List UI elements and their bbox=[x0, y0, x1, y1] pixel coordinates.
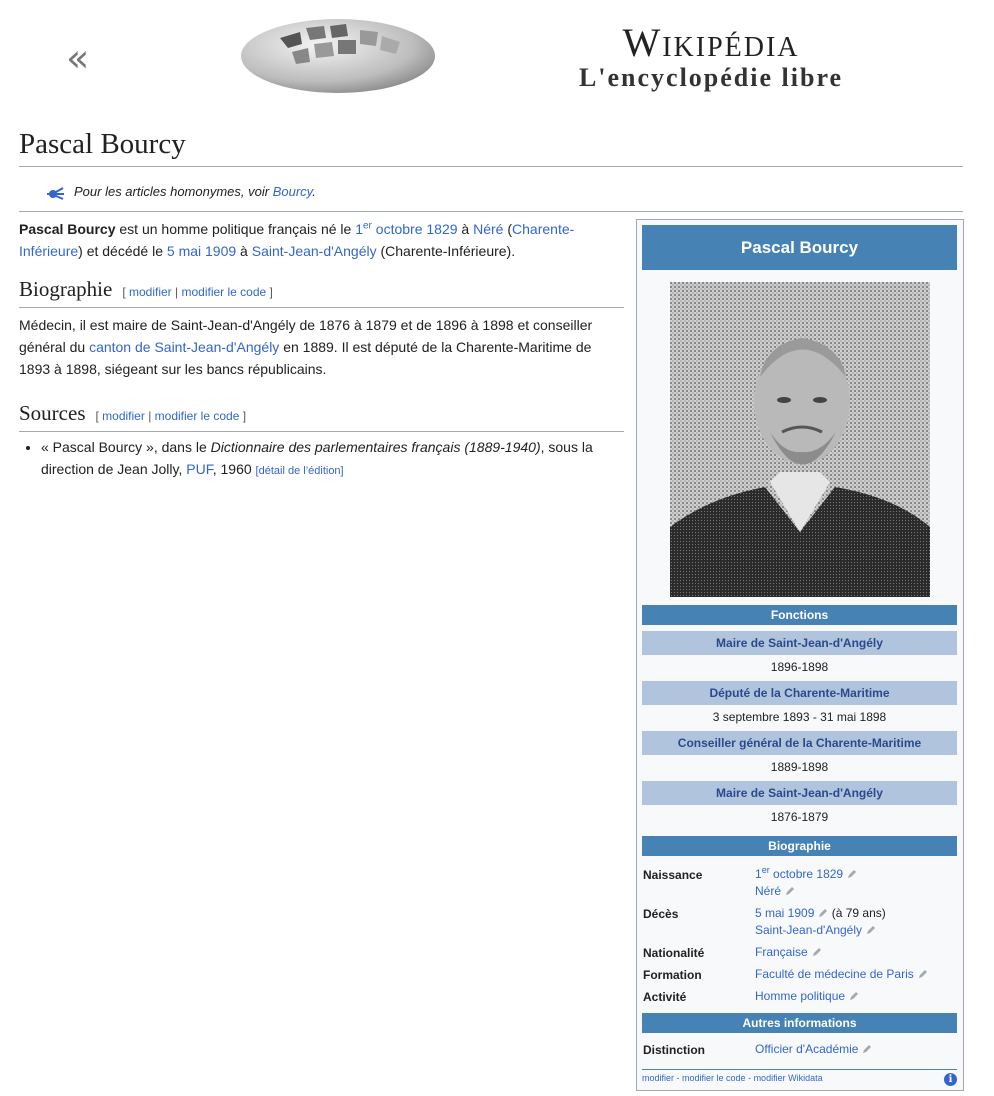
nationalite-value bbox=[755, 944, 822, 961]
edition-detail-link[interactable]: [détail de l’édition] bbox=[255, 465, 344, 477]
intro-text: (Charente-Inférieure). bbox=[376, 243, 516, 259]
footer-separator: - bbox=[674, 1073, 683, 1083]
pencil-icon[interactable] bbox=[849, 991, 859, 1001]
fonction-dates: 1876-1879 bbox=[770, 810, 829, 824]
intro-text: est un homme politique français né le bbox=[115, 221, 356, 237]
footer-wikidata-link[interactable]: modifier Wikidata bbox=[753, 1073, 823, 1083]
birth-place-link[interactable]: Néré bbox=[473, 221, 504, 237]
heading-text: Sources bbox=[19, 401, 86, 425]
pencil-icon[interactable] bbox=[862, 1044, 872, 1054]
section-heading-biographie bbox=[19, 274, 624, 308]
ref-title: Dictionnaire des parlementaires français (1889-1940) bbox=[210, 439, 541, 455]
intro-text: ( bbox=[503, 221, 513, 237]
wikipedia-wordmark[interactable] bbox=[476, 22, 946, 92]
edit-link[interactable]: modifier bbox=[128, 285, 172, 299]
fonction-title-link[interactable]: Maire de Saint-Jean-d'Angély bbox=[642, 631, 957, 655]
distinction-link[interactable]: Officier d'Académie bbox=[755, 1042, 859, 1056]
intro-paragraph bbox=[19, 218, 624, 262]
naissance-place-link[interactable]: Néré bbox=[755, 884, 782, 898]
nationalite-link[interactable]: Française bbox=[755, 945, 808, 959]
pencil-icon[interactable] bbox=[866, 925, 876, 935]
heading-text: Biographie bbox=[19, 277, 113, 301]
edit-code-link[interactable]: modifier le code bbox=[181, 285, 267, 299]
autres-informations-header: Autres informations bbox=[642, 1013, 957, 1033]
edit-link[interactable]: modifier bbox=[102, 409, 145, 423]
pencil-icon[interactable] bbox=[812, 947, 822, 957]
birth-sup: er bbox=[363, 220, 372, 232]
fonction-dates: 1896-1898 bbox=[770, 660, 829, 674]
naissance-rest: octobre 1829 bbox=[769, 867, 844, 881]
activite-label: Activité bbox=[643, 990, 687, 1004]
activite-link[interactable]: Homme politique bbox=[755, 989, 846, 1003]
deces-age: (à 79 ans) bbox=[828, 906, 886, 920]
sources-list bbox=[19, 436, 624, 482]
disambiguation-icon bbox=[46, 186, 66, 200]
canton-link[interactable]: canton de Saint-Jean-d'Angély bbox=[89, 339, 280, 355]
naissance-date-link[interactable] bbox=[755, 867, 843, 881]
hatnote-end: . bbox=[312, 184, 316, 199]
distinction-label: Distinction bbox=[643, 1043, 705, 1057]
edit-bracket: [ bbox=[122, 285, 129, 299]
nationalite-label: Nationalité bbox=[643, 946, 705, 960]
wikipedia-globe-logo[interactable] bbox=[240, 18, 436, 94]
list-item bbox=[41, 436, 624, 482]
wordmark-title: Wikipédia bbox=[622, 20, 800, 65]
hatnote bbox=[46, 184, 316, 200]
infobox-footer-divider bbox=[642, 1069, 957, 1070]
pencil-icon[interactable] bbox=[847, 869, 857, 879]
deces-value bbox=[755, 905, 886, 939]
death-date-link[interactable]: 5 mai 1909 bbox=[166, 243, 237, 259]
intro-name: Pascal Bourcy bbox=[19, 221, 116, 237]
naissance-sup: er bbox=[761, 865, 770, 875]
article-content bbox=[19, 218, 624, 482]
fonction-dates: 1889-1898 bbox=[770, 760, 829, 774]
intro-text: ) et décédé le bbox=[78, 243, 167, 259]
pencil-icon[interactable] bbox=[785, 886, 795, 896]
infobox bbox=[636, 219, 964, 1091]
ref-text: « Pascal Bourcy », dans le bbox=[41, 439, 211, 455]
formation-label: Formation bbox=[643, 968, 702, 982]
birth-day: 1 bbox=[355, 221, 363, 237]
birth-dept-link[interactable]: Charente-Inférieure bbox=[19, 221, 575, 259]
formation-link[interactable]: Faculté de médecine de Paris bbox=[755, 967, 914, 981]
edit-bracket: [ bbox=[95, 409, 103, 423]
bio-text: Médecin, il est maire de Saint-Jean-d'Angély de 1876 à 1879 et de 1896 à 1898 et conseiller général du bbox=[19, 317, 593, 355]
infobox-title: Pascal Bourcy bbox=[642, 225, 957, 270]
page-title: Pascal Bourcy bbox=[19, 124, 963, 167]
naissance-day: 1 bbox=[755, 867, 762, 881]
fonction-title-link[interactable]: Conseiller général de la Charente-Maritime bbox=[642, 731, 957, 755]
section-edit-links bbox=[122, 285, 273, 299]
hatnote-divider bbox=[19, 211, 963, 212]
section-heading-sources bbox=[19, 398, 624, 432]
naissance-label: Naissance bbox=[643, 868, 703, 882]
edit-bracket: ] bbox=[266, 285, 273, 299]
footer-edit-code-link[interactable]: modifier le code bbox=[682, 1073, 746, 1083]
naissance-value bbox=[755, 866, 857, 900]
fonction-title-link[interactable]: Maire de Saint-Jean-d'Angély bbox=[642, 781, 957, 805]
activite-value bbox=[755, 988, 859, 1005]
intro-text: à bbox=[236, 243, 252, 259]
biographie-paragraph bbox=[19, 314, 624, 380]
back-icon[interactable]: « bbox=[66, 36, 84, 80]
site-header bbox=[0, 0, 994, 110]
deces-place-link[interactable]: Saint-Jean-d'Angély bbox=[755, 923, 863, 937]
pencil-icon[interactable] bbox=[918, 969, 928, 979]
edit-separator: | bbox=[144, 409, 155, 423]
bio-text: en 1889. Il est député de la Charente-Maritime de 1893 à 1898, siégeant sur les bancs républicains. bbox=[19, 339, 592, 377]
publisher-link[interactable]: PUF bbox=[186, 461, 213, 477]
edit-code-link[interactable]: modifier le code bbox=[154, 409, 240, 423]
fonction-dates: 3 septembre 1893 - 31 mai 1898 bbox=[712, 710, 887, 724]
deces-date-link[interactable]: 5 mai 1909 bbox=[755, 906, 815, 920]
footer-edit-link[interactable]: modifier bbox=[642, 1073, 675, 1083]
birth-rest: octobre 1829 bbox=[371, 221, 458, 237]
hatnote-text: Pour les articles homonymes, voir bbox=[74, 184, 273, 199]
footer-separator: - bbox=[745, 1073, 754, 1083]
formation-value bbox=[755, 966, 928, 983]
edit-bracket: ] bbox=[239, 409, 247, 423]
biographie-header: Biographie bbox=[642, 836, 957, 856]
birth-date-link[interactable] bbox=[355, 221, 457, 237]
ref-text: , sous la direction de Jean Jolly, bbox=[41, 439, 593, 477]
intro-text: à bbox=[457, 221, 474, 237]
pencil-icon[interactable] bbox=[818, 908, 828, 918]
fonction-title-link[interactable]: Député de la Charente-Maritime bbox=[642, 681, 957, 705]
wordmark-subtitle: L'encyclopédie libre bbox=[578, 63, 844, 92]
hatnote-link-bourcy[interactable]: Bourcy bbox=[272, 184, 313, 199]
ref-text: , 1960 bbox=[212, 461, 256, 477]
deces-label: Décès bbox=[643, 907, 679, 921]
edit-separator: | bbox=[171, 285, 182, 299]
portrait-photo[interactable] bbox=[670, 282, 930, 597]
fonctions-header: Fonctions bbox=[642, 605, 957, 625]
death-place-link[interactable]: Saint-Jean-d'Angély bbox=[251, 243, 377, 259]
infobox-footer bbox=[642, 1073, 823, 1083]
info-icon[interactable]: i bbox=[944, 1073, 957, 1086]
section-edit-links bbox=[96, 409, 247, 423]
distinction-value bbox=[755, 1041, 872, 1058]
